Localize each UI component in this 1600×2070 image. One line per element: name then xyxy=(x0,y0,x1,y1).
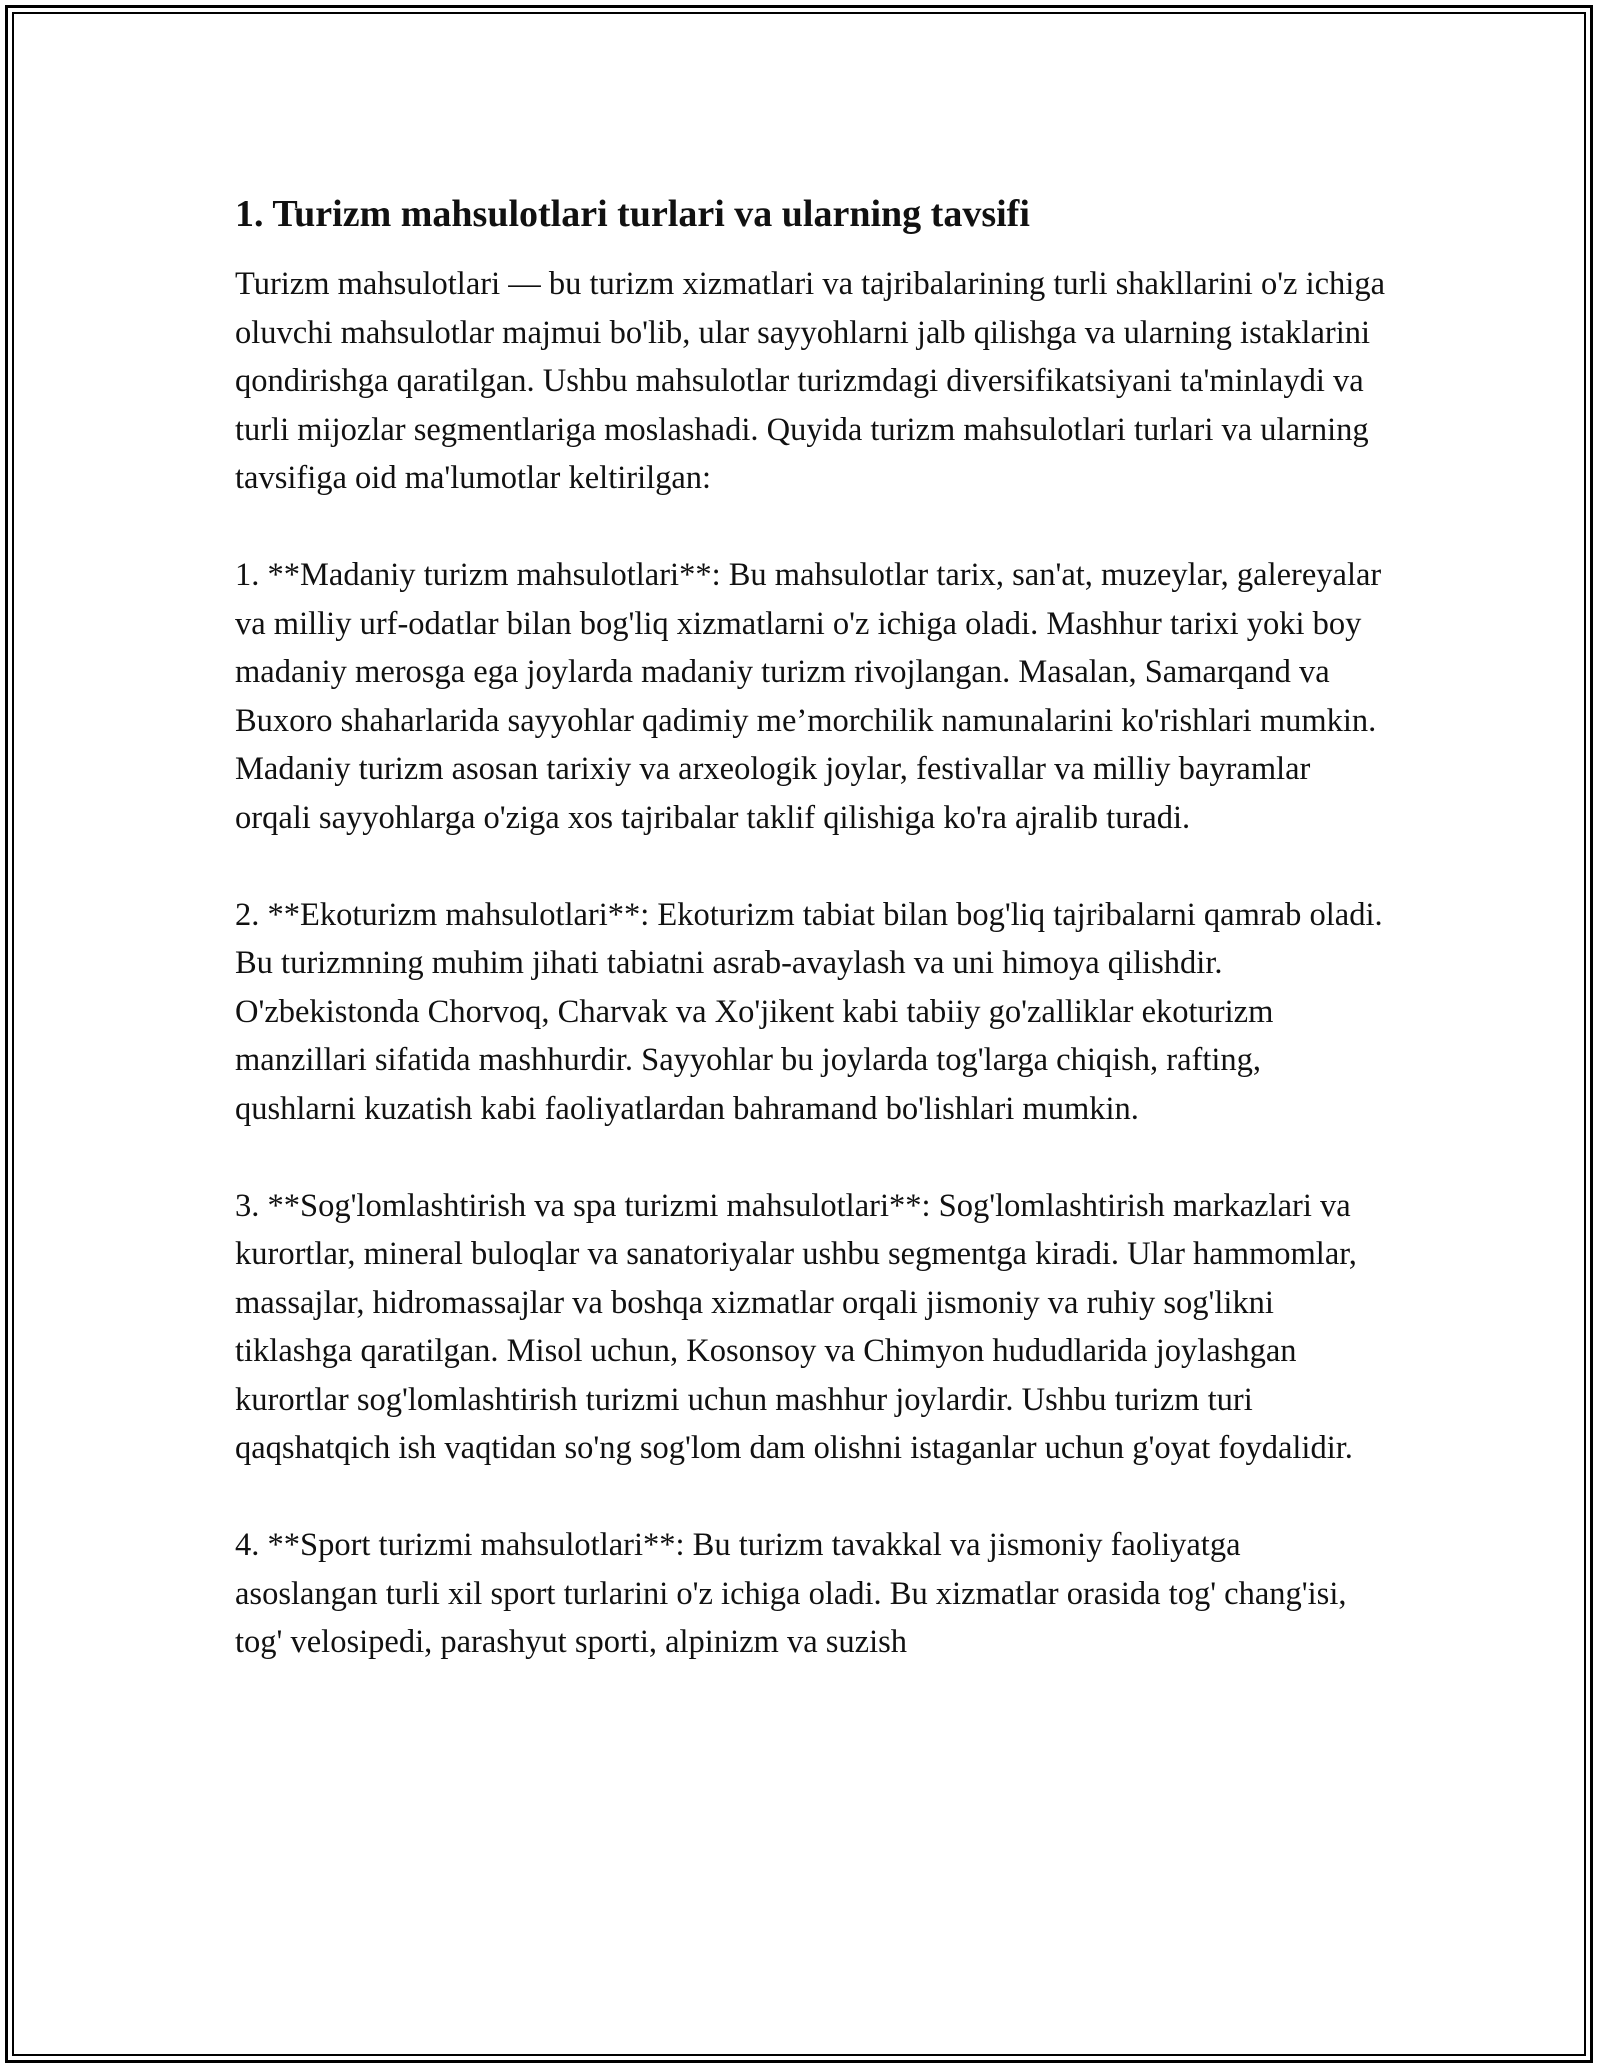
paragraph-cultural-tourism: 1. **Madaniy turizm mahsulotlari**: Bu mahsulotlar tarix, san'at, muzeylar, galereyalar va milliy urf-odatlar bilan bog'liq xizmatlarni o'z ichiga oladi. Mashhur tarixi yoki boy madaniy merosga ega joylarda madaniy turizm rivojlangan. Masalan, Samarqand va Buxoro shaharlarida sayyohlar qadimiy me’morchilik namunalarini ko'rishlari mumkin. Madaniy turizm asosan tarixiy va arxeologik joylar, festivallar va milliy bayramlar orqali sayyohlarga o'ziga xos tajribalar taklif qilishiga ko'ra ajralib turadi. xyxy=(235,557,1382,836)
paragraph-wellness-spa-tourism: 3. **Sog'lomlashtirish va spa turizmi mahsulotlari**: Sog'lomlashtirish markazlari va kurortlar, mineral buloqlar va sanatoriyalar ushbu segmentga kiradi. Ular hammomlar, massajlar, hidromassajlar va boshqa xizmatlar orqali jismoniy va ruhiy sog'likni tiklashga qaratilgan. Misol uchun, Kosonsoy va Chimyon hududlarida joylashgan kurortlar sog'lomlashtirish turizmi uchun mashhur joylardir. Ushbu turizm turi qaqshatqich ish vaqtidan so'ng sog'lom dam olishni istaganlar uchun g'oyat foydalidir. xyxy=(235,1187,1357,1466)
document-title: 1. Turizm mahsulotlari turlari va ularning tavsifi xyxy=(235,193,1030,235)
paragraph-intro: Turizm mahsulotlari — bu turizm xizmatlari va tajribalarining turli shakllarini o'z ichiga oluvchi mahsulotlar majmui bo'lib, ular sayyohlarni jalb qilishga va ularning istaklarini qondirishga qaratilgan. Ushbu mahsulotlar turizmdagi diversifikatsiyani ta'minlaydi va turli mijozlar segmentlariga moslashadi. Quyida turizm mahsulotlari turlari va ularning tavsifiga oid ma'lumotlar keltirilgan: xyxy=(235,266,1386,496)
paragraph-ecotourism: 2. **Ekoturizm mahsulotlari**: Ekoturizm tabiat bilan bog'liq tajribalarni qamrab oladi. Bu turizmning muhim jihati tabiatni asrab-avaylash va uni himoya qilishdir. O'zbekistonda Chorvoq, Charvak va Xo'jikent kabi tabiiy go'zalliklar ekoturizm manzillari sifatida mashhurdir. Sayyohlar bu joylarda tog'larga chiqish, rafting, qushlarni kuzatish kabi faoliyatlardan bahramand bo'lishlari mumkin. xyxy=(235,896,1383,1127)
document-body xyxy=(235,190,1385,1667)
paragraph-sport-tourism: 4. **Sport turizmi mahsulotlari**: Bu turizm tavakkal va jismoniy faoliyatga asoslangan turli xil sport turlarini o'z ichiga oladi. Bu xizmatlar orasida tog' chang'isi, tog' velosipedi, parashyut sporti, alpinizm va suzish xyxy=(235,1527,1347,1660)
